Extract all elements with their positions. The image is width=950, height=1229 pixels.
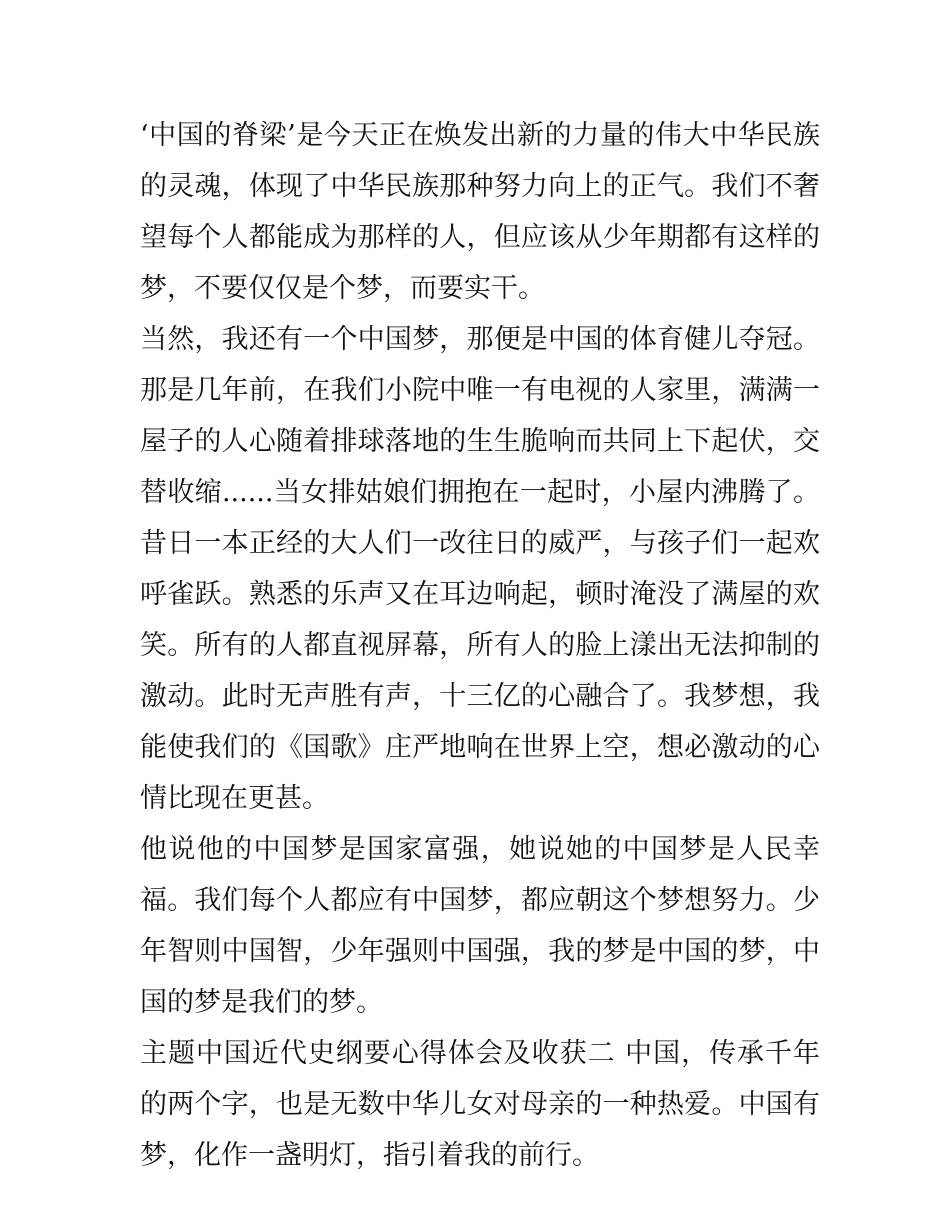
paragraph-3: 他说他的中国梦是国家富强，她说她的中国梦是人民幸福。我们每个人都应有中国梦，都应朝这个梦想努力。少年智则中国智，少年强则中国强，我的梦是中国的梦，中国的梦是我们的梦。 (140, 834, 820, 1018)
paragraph-2: 当然，我还有一个中国梦，那便是中国的体育健儿夺冠。那是几年前，在我们小院中唯一有电视的人家里，满满一屋子的人心随着排球落地的生生脆响而共同上下起伏，交替收缩......当女排姑娘们拥抱在一起时，小屋内沸腾了。昔日一本正经的大人们一改往日的威严，与孩子们一起欢呼雀跃。熟悉的乐声又在耳边响起，顿时淹没了满屋的欢笑。所有的人都直视屏幕，所有人的脸上漾出无法抑制的激动。此时无声胜有声，十三亿的心融合了。我梦想，我能使我们的《国歌》庄严地响在世界上空，想必激动的心情比现在更甚。 (140, 324, 820, 814)
paragraph-1: ‘中国的脊梁’是今天正在焕发出新的力量的伟大中华民族的灵魂，体现了中华民族那种努力向上的正气。我们不奢望每个人都能成为那样的人，但应该从少年期都有这样的梦，不要仅仅是个梦，而要实干。 (140, 120, 820, 304)
paragraph-4: 主题中国近代史纲要心得体会及收获二 中国，传承千年的两个字，也是无数中华儿女对母亲的一种热爱。中国有梦，化作一盏明灯，指引着我的前行。 (140, 1038, 820, 1171)
document-body (140, 110, 820, 1181)
